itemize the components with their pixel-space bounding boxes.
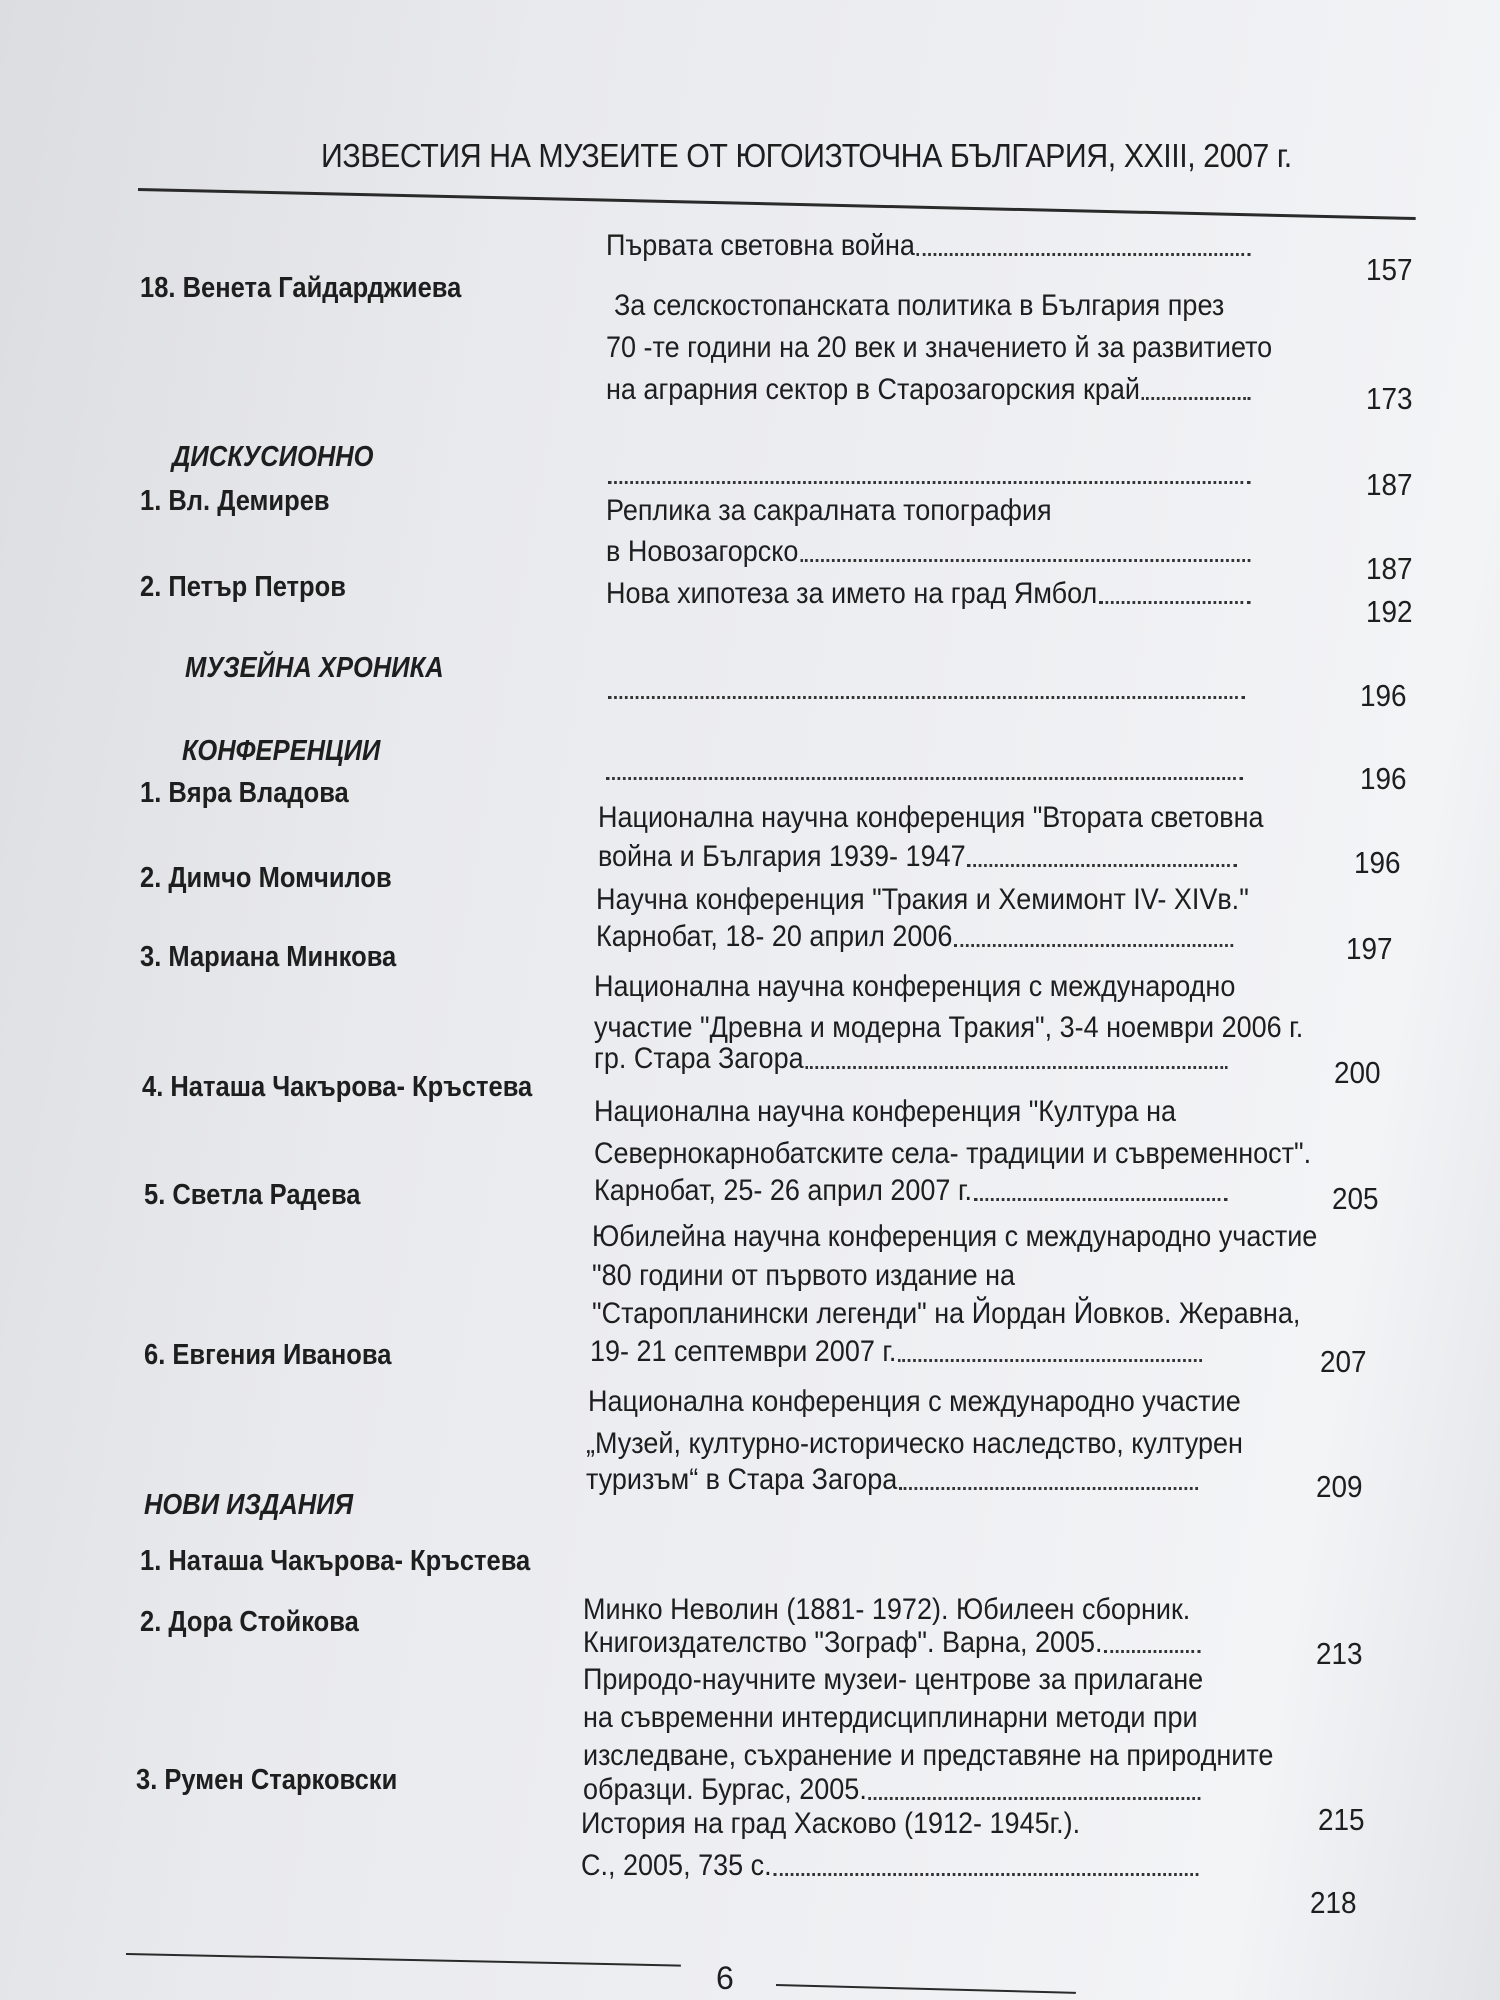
toc-page-number: 218 bbox=[1310, 1885, 1357, 1920]
toc-page-number: 196 bbox=[1360, 678, 1407, 713]
toc-title-line: Природо-научните музеи- центрове за прилагане bbox=[583, 1663, 1204, 1696]
toc-title-line bbox=[583, 1772, 1200, 1808]
toc-title-text: Книгоиздателство "Зограф". Варна, 2005. bbox=[583, 1626, 1103, 1659]
toc-title-line bbox=[606, 534, 1250, 570]
toc-title-line bbox=[581, 1848, 1198, 1884]
toc-page-number: 197 bbox=[1346, 931, 1393, 966]
dot-leader bbox=[869, 1797, 1201, 1800]
toc-author: 18. Венета Гайдарджиева bbox=[140, 272, 462, 304]
toc-page-number: 205 bbox=[1332, 1181, 1379, 1216]
toc-title-text: Първата световна война bbox=[606, 229, 915, 262]
footer-rule-left bbox=[126, 1953, 681, 1967]
toc-page-number: 200 bbox=[1334, 1055, 1381, 1090]
dot-leader bbox=[1099, 601, 1250, 604]
toc-title-line: Национална научна конференция с международно bbox=[594, 970, 1236, 1003]
header-rule bbox=[138, 188, 1416, 220]
toc-title-line bbox=[583, 1625, 1200, 1661]
dot-leader bbox=[800, 559, 1250, 562]
toc-title-text: Карнобат, 25- 26 април 2007 г. bbox=[594, 1174, 972, 1207]
toc-title-line: участие "Древна и модерна Тракия", 3-4 ноември 2006 г. bbox=[594, 1011, 1304, 1044]
toc-author: 1. Вяра Владова bbox=[140, 777, 349, 809]
toc-title-line bbox=[604, 752, 1243, 788]
page-number: 6 bbox=[716, 1960, 734, 1996]
toc-title-line bbox=[594, 1173, 1228, 1209]
toc-title-line bbox=[606, 456, 1250, 492]
toc-author: 4. Наташа Чакърова- Кръстева bbox=[142, 1071, 533, 1103]
toc-title-text: гр. Стара Загора bbox=[594, 1042, 804, 1075]
dot-leader bbox=[1104, 1650, 1200, 1653]
dot-leader bbox=[608, 481, 1251, 484]
toc-title-line bbox=[594, 1041, 1228, 1077]
toc-title-line: "Старопланински легенди" на Йордан Йовков. Жеравна, bbox=[592, 1297, 1301, 1330]
toc-title-line: 70 -те години на 20 век и значението й за развитието bbox=[606, 331, 1273, 364]
toc-page-number: 196 bbox=[1354, 845, 1401, 880]
toc-title-text: на аграрния сектор в Старозагорския край bbox=[606, 373, 1140, 406]
toc-author: 5. Светла Радева bbox=[144, 1179, 361, 1211]
toc-author: 2. Димчо Момчилов bbox=[140, 862, 392, 894]
toc-title-text: 19- 21 септември 2007 г. bbox=[590, 1335, 897, 1368]
dot-leader bbox=[974, 1198, 1228, 1201]
dot-leader bbox=[967, 864, 1237, 867]
toc-title-text: Карнобат, 18- 20 април 2006 bbox=[596, 920, 953, 953]
toc-title-line bbox=[598, 839, 1237, 875]
dot-leader bbox=[1142, 397, 1251, 400]
toc-page-number: 209 bbox=[1316, 1469, 1363, 1504]
toc-title-line: За селскостопанската политика в България през bbox=[614, 289, 1225, 322]
toc-page-number: 192 bbox=[1366, 594, 1413, 629]
toc-author: 3. Мариана Минкова bbox=[140, 941, 397, 973]
toc-page-number: 215 bbox=[1318, 1802, 1365, 1837]
toc-author: 1. Вл. Демирев bbox=[140, 485, 330, 517]
toc-title-line: „Музей, културно-историческо наследство, културен bbox=[586, 1427, 1243, 1460]
toc-page-number: 207 bbox=[1320, 1344, 1367, 1379]
section-heading: НОВИ ИЗДАНИЯ bbox=[144, 1489, 354, 1521]
toc-page-number: 173 bbox=[1366, 381, 1413, 416]
toc-title-line: Национална научна конференция "Втората световна bbox=[598, 801, 1264, 834]
toc-title-line: Национална конференция с международно участие bbox=[588, 1385, 1241, 1418]
toc-title-line bbox=[606, 228, 1250, 264]
toc-title-line bbox=[586, 1462, 1198, 1498]
toc-title-line bbox=[606, 372, 1250, 408]
toc-title-text: Нова хипотеза за името на град Ямбол bbox=[606, 577, 1098, 610]
section-heading: ДИСКУСИОННО bbox=[172, 441, 374, 473]
toc-title-text: туризъм“ в Стара Загора bbox=[586, 1463, 898, 1496]
dot-leader bbox=[608, 696, 1245, 699]
dot-leader bbox=[606, 777, 1243, 780]
toc-title-line: на съвременни интердисциплинарни методи при bbox=[583, 1701, 1198, 1734]
toc-title-line: Минко Неволин (1881- 1972). Юбилеен сборник. bbox=[583, 1593, 1191, 1626]
dot-leader bbox=[917, 253, 1251, 256]
toc-title-line: Юбилейна научна конференция с международно участие bbox=[592, 1220, 1318, 1253]
dot-leader bbox=[805, 1066, 1227, 1069]
toc-page-number: 187 bbox=[1366, 551, 1413, 586]
toc-title-line bbox=[606, 671, 1245, 707]
toc-title-text: война и България 1939- 1947 bbox=[598, 840, 966, 873]
toc-title-line: "80 години от първото издание на bbox=[592, 1259, 1016, 1292]
dot-leader bbox=[899, 1487, 1198, 1490]
toc-author: 3. Румен Старковски bbox=[136, 1764, 398, 1796]
section-heading: МУЗЕЙНА ХРОНИКА bbox=[185, 652, 444, 684]
toc-title-line: Научна конференция "Тракия и Хемимонт IV- XIVв." bbox=[596, 883, 1249, 916]
toc-author: 1. Наташа Чакърова- Кръстева bbox=[140, 1545, 531, 1577]
toc-author: 6. Евгения Иванова bbox=[144, 1339, 392, 1371]
toc-title-text: образци. Бургас, 2005. bbox=[583, 1773, 867, 1806]
toc-title-text: в Новозагорско bbox=[606, 535, 799, 568]
dot-leader bbox=[954, 944, 1233, 947]
toc-page-number: 157 bbox=[1366, 252, 1413, 287]
toc-title-line bbox=[606, 576, 1250, 612]
section-heading: КОНФЕРЕНЦИИ bbox=[182, 735, 381, 767]
dot-leader bbox=[898, 1359, 1202, 1362]
toc-title-line: изследване, съхранение и представяне на природните bbox=[583, 1739, 1274, 1772]
toc-title-line bbox=[590, 1334, 1202, 1370]
toc-title-line: Севернокарнобатските села- традиции и съвременност". bbox=[594, 1137, 1312, 1170]
toc-title-line: Реплика за сакралната топография bbox=[606, 494, 1052, 527]
toc-page-number: 196 bbox=[1360, 761, 1407, 796]
toc-title-text: С., 2005, 735 с. bbox=[581, 1849, 772, 1882]
toc-title-line bbox=[596, 919, 1233, 955]
toc-author: 2. Петър Петров bbox=[140, 571, 346, 603]
toc-title-line: История на град Хасково (1912- 1945г.). bbox=[581, 1807, 1081, 1840]
toc-page-number: 187 bbox=[1366, 467, 1413, 502]
toc-title-line: Национална научна конференция "Култура на bbox=[594, 1095, 1176, 1128]
dot-leader bbox=[773, 1873, 1198, 1876]
running-header: ИЗВЕСТИЯ НА МУЗЕИТЕ ОТ ЮГОИЗТОЧНА БЪЛГАРИЯ, XXIII, 2007 г. bbox=[321, 137, 1292, 174]
toc-author: 2. Дора Стойкова bbox=[140, 1606, 359, 1638]
footer-rule-right bbox=[776, 1984, 1076, 1994]
toc-page-number: 213 bbox=[1316, 1636, 1363, 1671]
